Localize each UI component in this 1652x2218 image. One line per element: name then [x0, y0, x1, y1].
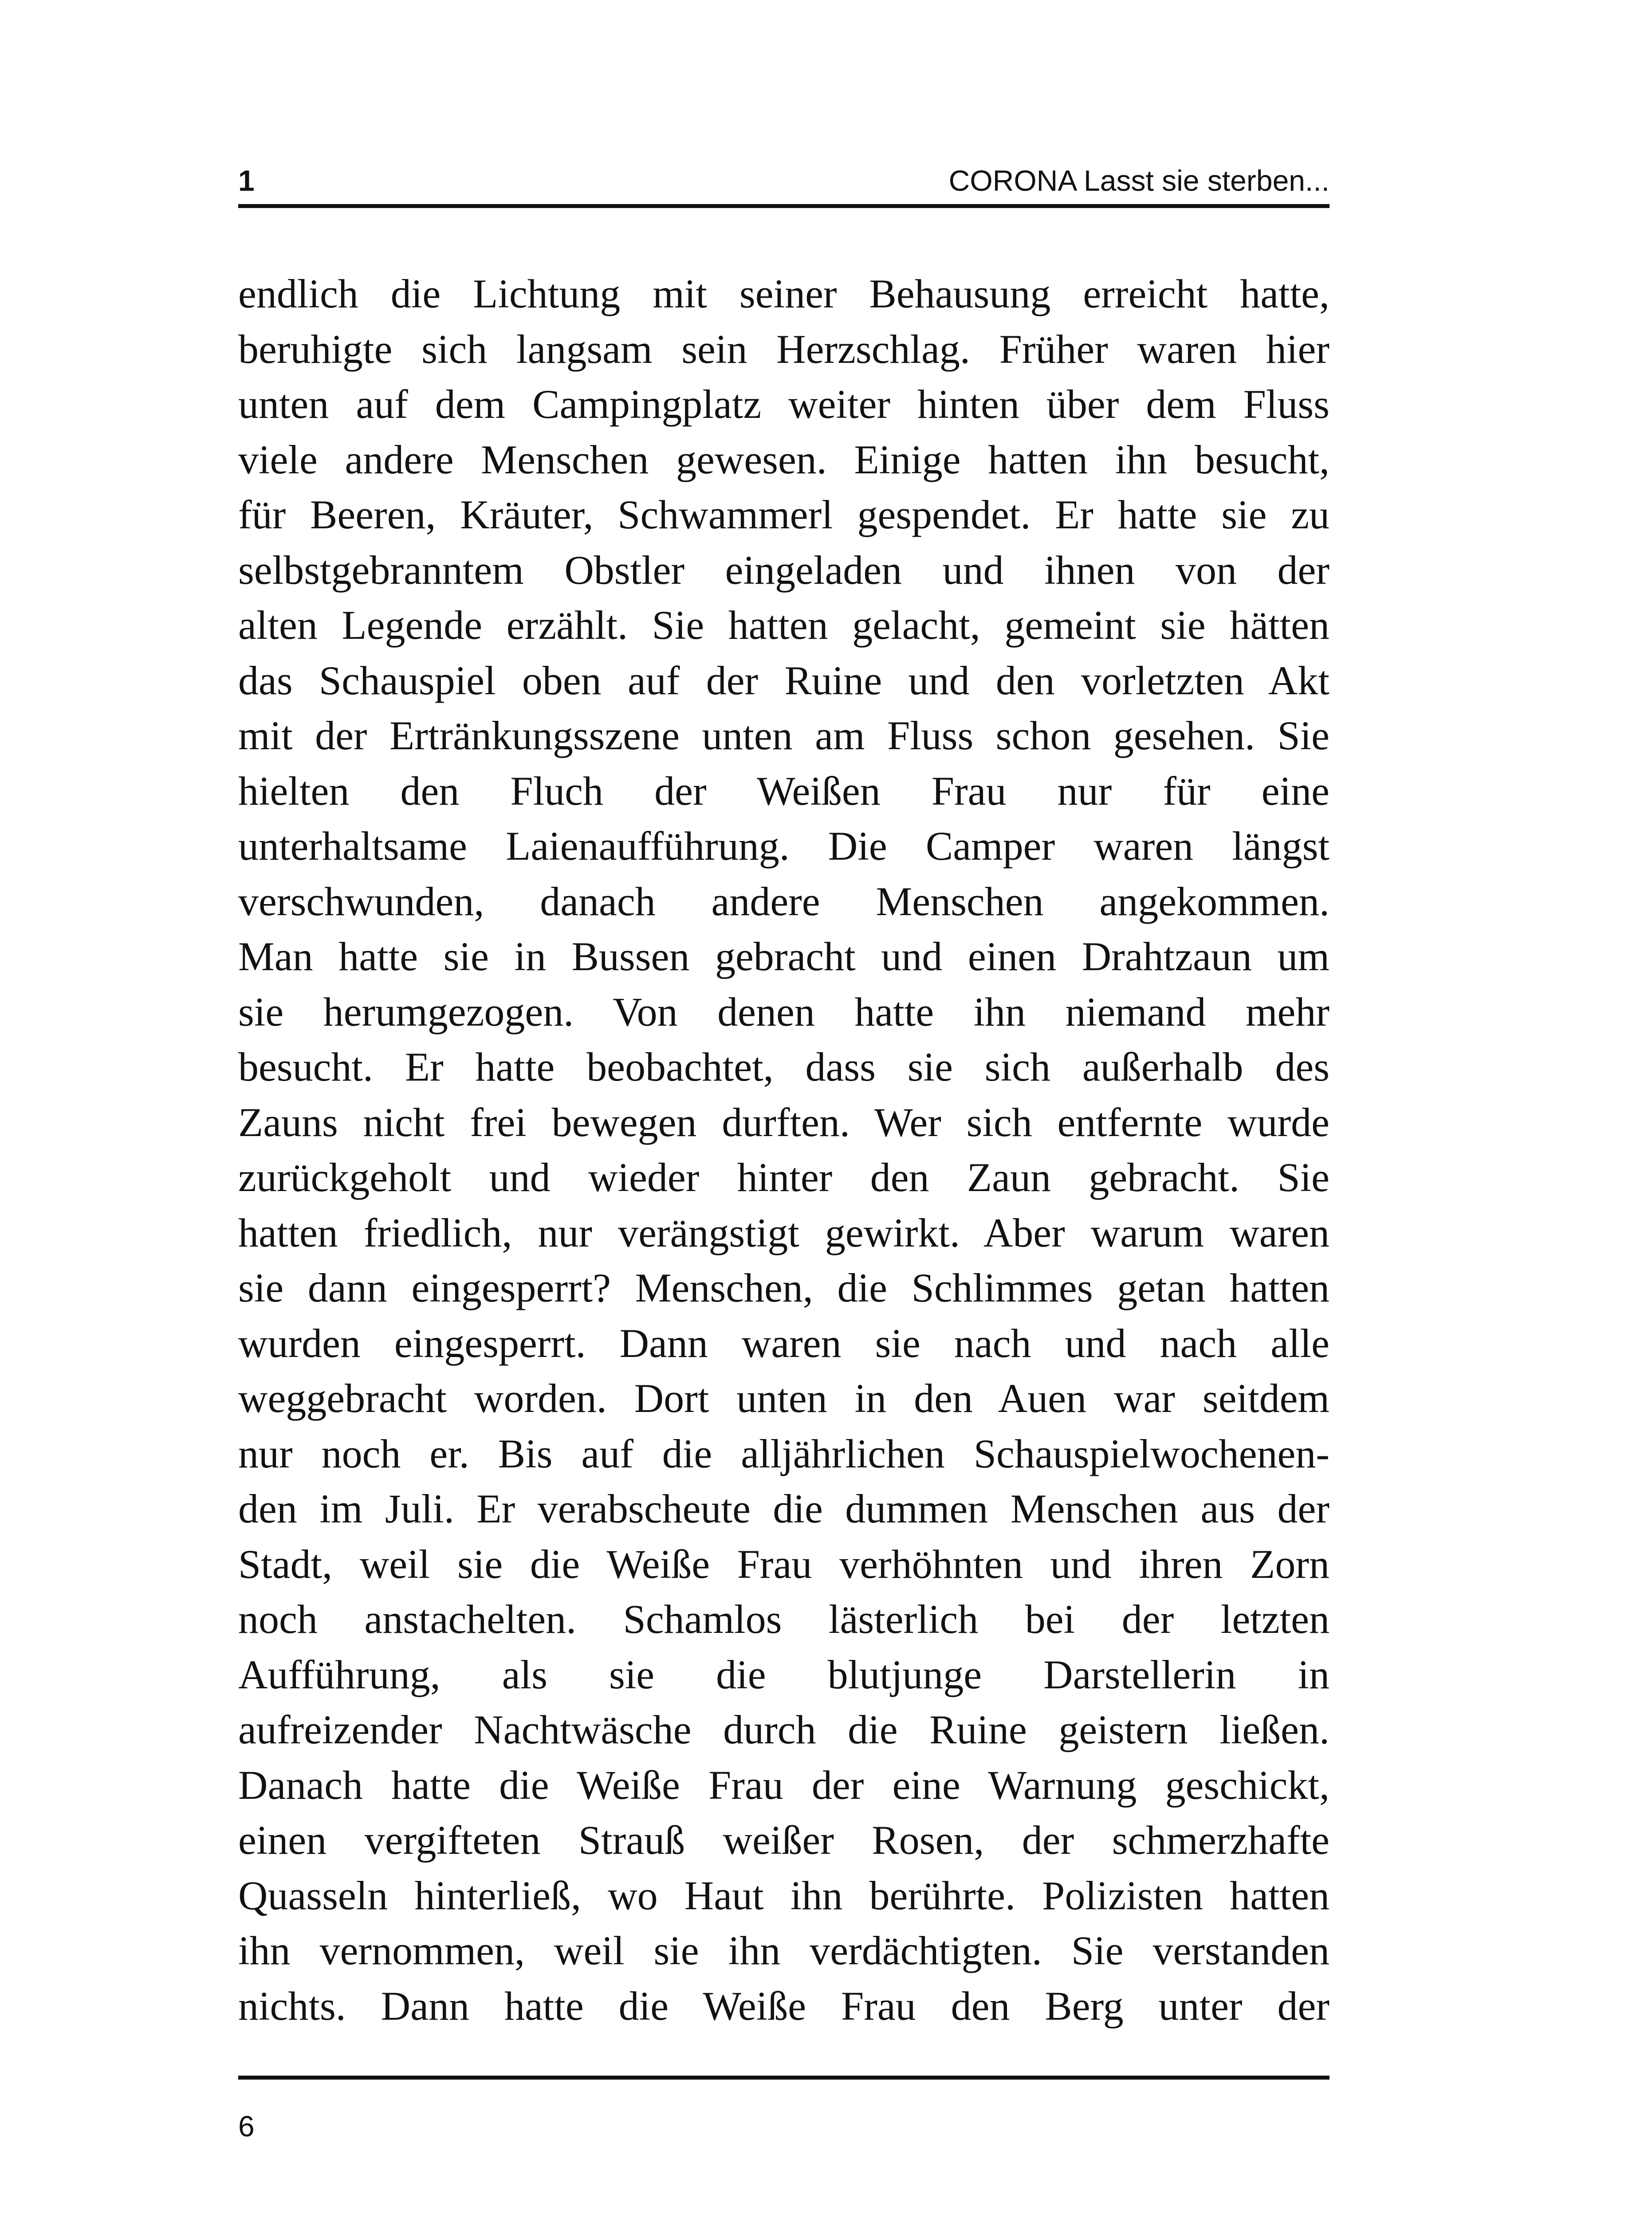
text-line: alten Legende erzählt. Sie hatten gelacht, gemeint sie hätten — [238, 602, 1329, 648]
text-line: beruhigte sich langsam sein Herzschlag. Früher waren hier — [238, 326, 1329, 372]
text-line: nichts. Dann hatte die Weiße Frau den Berg unter der — [238, 1983, 1329, 2029]
text-line: viele andere Menschen gewesen. Einige hatten ihn besucht, — [238, 437, 1329, 482]
text-line: aufreizender Nachtwäsche durch die Ruine geistern ließen. — [238, 1707, 1329, 1752]
text-line: hielten den Fluch der Weißen Frau nur für eine — [238, 768, 1329, 814]
text-line: Aufführung, als sie die blutjunge Darstellerin in — [238, 1652, 1329, 1697]
text-line: sie dann eingesperrt? Menschen, die Schlimmes getan hatten — [238, 1265, 1329, 1310]
footer-rule — [238, 2076, 1329, 2080]
text-line: Zauns nicht frei bewegen durften. Wer sich entfernte wurde — [238, 1099, 1329, 1145]
text-line: den im Juli. Er verabscheute die dummen Menschen aus der — [238, 1486, 1329, 1531]
page-number: 6 — [238, 2110, 255, 2143]
text-line: wurden eingesperrt. Dann waren sie nach und nach alle — [238, 1320, 1329, 1366]
header-rule — [238, 204, 1329, 208]
text-line: zurückgeholt und wieder hinter den Zaun gebracht. Sie — [238, 1155, 1329, 1200]
text-line: unterhaltsame Laienaufführung. Die Camper waren längst — [238, 823, 1329, 869]
text-line: endlich die Lichtung mit seiner Behausung erreicht hatte, — [238, 271, 1329, 316]
text-line: einen vergifteten Strauß weißer Rosen, der schmerzhafte — [238, 1817, 1329, 1863]
text-line: Man hatte sie in Bussen gebracht und einen Drahtzaun um — [238, 934, 1329, 979]
book-title: CORONA Lasst sie sterben... — [948, 164, 1329, 197]
text-line: verschwunden, danach andere Menschen angekommen. — [238, 878, 1329, 924]
text-line: weggebracht worden. Dort unten in den Auen war seitdem — [238, 1376, 1329, 1421]
text-line: mit der Ertränkungsszene unten am Fluss schon gesehen. Sie — [238, 713, 1329, 758]
text-line: sie herumgezogen. Von denen hatte ihn niemand mehr — [238, 989, 1329, 1034]
body-text — [238, 266, 1329, 2033]
text-line: Quasseln hinterließ, wo Haut ihn berührte. Polizisten hatten — [238, 1872, 1329, 1918]
text-line: noch anstachelten. Schamlos lästerlich bei der letzten — [238, 1597, 1329, 1642]
chapter-number: 1 — [238, 164, 255, 197]
running-header — [238, 153, 1329, 197]
text-line: das Schauspiel oben auf der Ruine und den vorletzten Akt — [238, 657, 1329, 703]
text-line: unten auf dem Campingplatz weiter hinten über dem Fluss — [238, 381, 1329, 427]
text-line: Danach hatte die Weiße Frau der eine Warnung geschickt, — [238, 1762, 1329, 1808]
page — [238, 0, 1329, 2143]
text-line: selbstgebranntem Obstler eingeladen und ihnen von der — [238, 547, 1329, 593]
text-line: ihn vernommen, weil sie ihn verdächtigten. Sie verstanden — [238, 1928, 1329, 1973]
text-line: für Beeren, Kräuter, Schwammerl gespendet. Er hatte sie zu — [238, 492, 1329, 537]
text-line: hatten friedlich, nur verängstigt gewirkt. Aber warum waren — [238, 1210, 1329, 1255]
text-line: Stadt, weil sie die Weiße Frau verhöhnten und ihren Zorn — [238, 1541, 1329, 1587]
text-line: nur noch er. Bis auf die alljährlichen Schauspielwochenen- — [238, 1431, 1329, 1476]
text-line: besucht. Er hatte beobachtet, dass sie sich außerhalb des — [238, 1044, 1329, 1089]
